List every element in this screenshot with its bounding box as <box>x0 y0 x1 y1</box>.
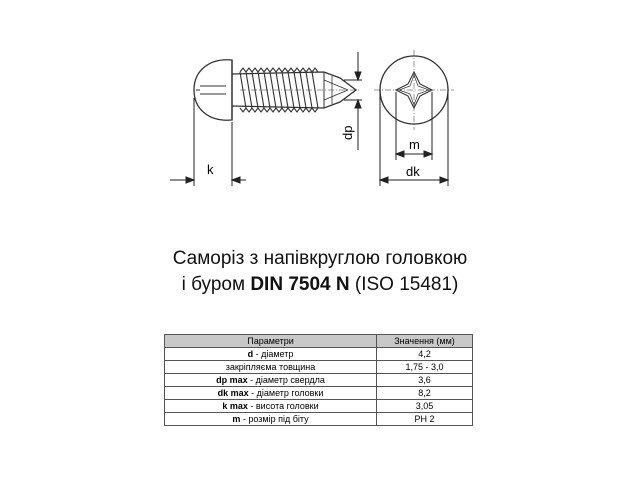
thread-crest <box>312 108 318 112</box>
m-label: m <box>409 137 420 152</box>
k-label: k <box>207 162 214 177</box>
thread-crest <box>240 68 246 72</box>
thread-crest <box>270 68 276 72</box>
param-symbol: k max <box>222 401 248 411</box>
header-parameters: Параметри <box>165 335 377 348</box>
thread-crest <box>282 108 288 112</box>
product-title-line2 <box>0 273 640 297</box>
thread-crest <box>276 108 282 112</box>
title-prefix: і буром <box>181 274 251 295</box>
thread-crest <box>240 108 246 112</box>
thread-crest <box>258 108 264 112</box>
param-cell <box>165 348 377 361</box>
value-cell: 1,75 - 3,0 <box>377 361 473 374</box>
thread-crest <box>246 68 252 72</box>
thread-crest <box>264 108 270 112</box>
thread-crest <box>300 68 306 72</box>
thread-crest <box>312 68 318 72</box>
thread-crest <box>294 68 300 72</box>
param-cell <box>165 413 377 426</box>
thread-crest <box>294 108 300 112</box>
thread-crest <box>264 68 270 72</box>
param-description: закріпляєма товщина <box>225 362 316 372</box>
param-symbol: dk max <box>217 388 249 398</box>
thread-crest <box>288 68 294 72</box>
product-title-line1: Саморіз з напівкруглою головкою <box>172 248 468 269</box>
dp-label: dp <box>340 125 355 140</box>
table-row <box>165 348 473 361</box>
screw-top-view <box>374 50 454 130</box>
param-description: - діаметр головки <box>248 388 324 398</box>
param-description: - діаметр <box>253 349 294 359</box>
specs-table <box>164 334 473 426</box>
param-description: - розмір під біту <box>240 414 309 424</box>
screw-side-view <box>194 60 360 120</box>
title-suffix: (ISO 15481) <box>349 274 459 295</box>
param-cell <box>165 374 377 387</box>
value-cell: 4,2 <box>377 348 473 361</box>
value-cell: 3,6 <box>377 374 473 387</box>
thread-crest <box>306 108 312 112</box>
thread-crest <box>282 68 288 72</box>
table-row <box>165 387 473 400</box>
param-symbol: m <box>232 414 241 424</box>
thread-crest <box>306 68 312 72</box>
thread-crest <box>276 68 282 72</box>
thread-crest <box>246 108 252 112</box>
value-cell: 8,2 <box>377 387 473 400</box>
param-description: - діаметр свердла <box>247 375 325 385</box>
param-description: - висота головки <box>247 401 319 411</box>
value-cell: 3,05 <box>377 400 473 413</box>
thread-crest <box>252 108 258 112</box>
table-row <box>165 400 473 413</box>
param-symbol: dp max <box>216 375 248 385</box>
specs-header-row <box>165 335 473 348</box>
thread-crest <box>300 108 306 112</box>
title-standard: DIN 7504 N <box>250 274 350 295</box>
value-cell: PH 2 <box>377 413 473 426</box>
table-row <box>165 413 473 426</box>
thread-crest <box>258 68 264 72</box>
param-symbol: d <box>247 349 254 359</box>
thread-crest <box>252 68 258 72</box>
dk-label: dk <box>406 164 420 179</box>
param-cell <box>165 361 377 374</box>
table-row <box>165 361 473 374</box>
thread-crest <box>270 108 276 112</box>
param-cell <box>165 400 377 413</box>
table-row <box>165 374 473 387</box>
header-values: Значення (мм) <box>377 335 473 348</box>
param-cell <box>165 387 377 400</box>
thread-crest <box>288 108 294 112</box>
